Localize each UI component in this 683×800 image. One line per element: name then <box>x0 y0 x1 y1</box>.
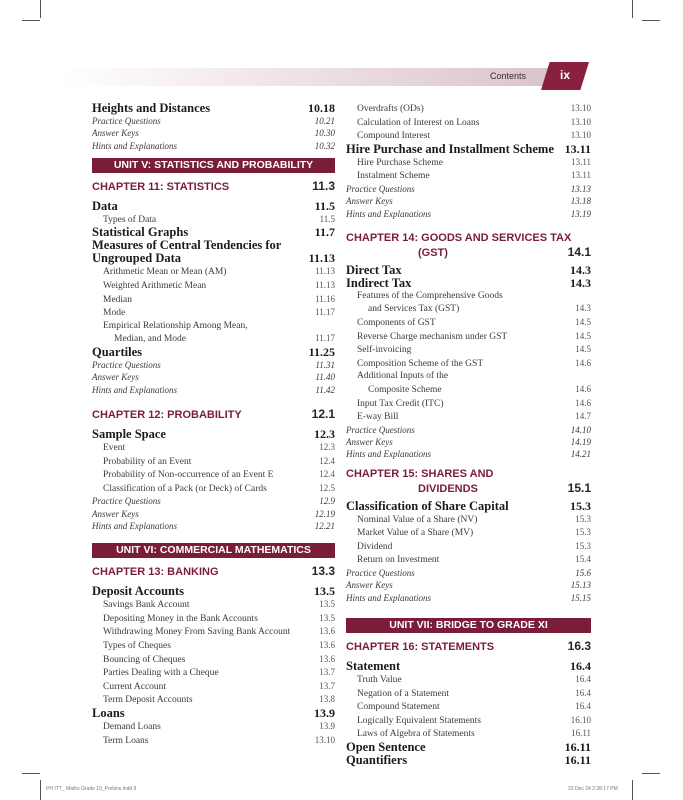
crop-mark <box>40 780 41 800</box>
unit-banner: UNIT VI: COMMERCIAL MATHEMATICS <box>92 543 335 558</box>
toc-section: Measures of Central Tendencies for <box>92 238 282 253</box>
toc-item[interactable]: Answer Keys 13.18 <box>346 196 591 207</box>
toc-subsection[interactable]: Median 11.16 <box>103 293 335 305</box>
toc-subsection[interactable]: Market Value of a Share (MV) 15.3 <box>357 527 591 539</box>
unit-banner: UNIT V: STATISTICS AND PROBABILITY <box>92 158 335 173</box>
toc-subsection[interactable]: Calculation of Interest on Loans 13.10 <box>357 116 591 128</box>
toc-subsection[interactable]: and Services Tax (GST) 14.3 <box>368 303 591 315</box>
toc-subsection[interactable]: Types of Data 11.5 <box>103 213 335 225</box>
toc-subsection[interactable]: Median, and Mode 11.17 <box>114 333 335 345</box>
toc-item[interactable]: Answer Keys 12.19 <box>92 508 335 519</box>
toc-item[interactable]: Practice Questions 15.6 <box>346 568 591 579</box>
chapter-heading[interactable]: CHAPTER 11: STATISTICS 11.3 <box>92 178 335 193</box>
toc-subsection[interactable]: Classification of a Pack (or Deck) of Cards 12.5 <box>103 482 335 494</box>
footer-slug-left: PH ITT_ Maths Grade 10_Prelims.indd 9 <box>46 786 137 792</box>
crop-mark <box>40 0 41 18</box>
toc-section[interactable]: Statistical Graphs 11.7 <box>92 225 335 240</box>
toc-subsection[interactable]: Event 12.3 <box>103 441 335 453</box>
toc-section[interactable]: Heights and Distances 10.18 <box>92 101 335 115</box>
crop-mark <box>632 0 633 18</box>
toc-subsection[interactable]: Truth Value 16.4 <box>357 673 591 685</box>
toc-subsection[interactable]: Mode 11.17 <box>103 307 335 319</box>
chapter-heading[interactable]: CHAPTER 15: SHARES AND DIVIDENDS 15.1 <box>346 467 591 495</box>
toc-subsection[interactable]: Negation of a Statement 16.4 <box>357 687 591 699</box>
toc-section[interactable]: Classification of Share Capital 15.3 <box>346 498 591 513</box>
toc-subsection[interactable]: Nominal Value of a Share (NV) 15.3 <box>357 513 591 525</box>
toc-item[interactable]: Answer Keys 15.13 <box>346 580 591 591</box>
toc-item[interactable]: Hints and Explanations 10.32 <box>92 140 335 151</box>
toc-subsection: Additional Inputs of the <box>357 371 449 382</box>
toc-item[interactable]: Hints and Explanations 14.21 <box>346 449 591 460</box>
unit-banner: UNIT VII: BRIDGE TO GRADE XI <box>346 618 591 633</box>
chapter-heading[interactable]: CHAPTER 12: PROBABILITY 12.1 <box>92 406 335 421</box>
toc-subsection[interactable]: Laws of Algebra of Statements 16.11 <box>357 728 591 740</box>
toc-item[interactable]: Practice Questions 13.13 <box>346 183 591 194</box>
toc-subsection[interactable]: Term Loans 13.10 <box>103 734 335 746</box>
crop-mark <box>642 20 660 21</box>
toc-left-column <box>92 102 335 747</box>
toc-item[interactable]: Practice Questions 10.21 <box>92 116 335 126</box>
toc-subsection[interactable]: E-way Bill 14.7 <box>357 411 591 423</box>
toc-subsection[interactable]: Term Deposit Accounts 13.8 <box>103 694 335 706</box>
chapter-heading[interactable]: CHAPTER 16: STATEMENTS 16.3 <box>346 638 591 653</box>
toc-section[interactable]: Loans 13.9 <box>92 705 335 720</box>
toc-section[interactable]: Quantifiers 16.11 <box>346 752 591 767</box>
toc-subsection[interactable]: Compound Statement 16.4 <box>357 701 591 713</box>
toc-subsection[interactable]: Logically Equivalent Statements 16.10 <box>357 714 591 726</box>
toc-subsection[interactable]: Input Tax Credit (ITC) 14.6 <box>357 397 591 409</box>
toc-section[interactable]: Deposit Accounts 13.5 <box>92 584 335 599</box>
toc-subsection[interactable]: Bouncing of Cheques 13.6 <box>103 653 335 665</box>
toc-item[interactable]: Practice Questions 11.31 <box>92 360 335 371</box>
toc-subsection[interactable]: Components of GST 14.5 <box>357 317 591 329</box>
toc-item[interactable]: Answer Keys 10.30 <box>92 128 335 139</box>
toc-section[interactable]: Quartiles 11.25 <box>92 345 335 360</box>
toc-section[interactable]: Hire Purchase and Installment Scheme 13.11 <box>346 141 591 156</box>
toc-section[interactable]: Statement 16.4 <box>346 658 591 673</box>
toc-item[interactable]: Hints and Explanations 11.42 <box>92 384 335 395</box>
toc-subsection[interactable]: Parties Dealing with a Cheque 13.7 <box>103 667 335 679</box>
toc-subsection[interactable]: Self-invoicing 14.5 <box>357 344 591 356</box>
toc-right-column <box>346 102 591 767</box>
toc-subsection[interactable]: Reverse Charge mechanism under GST 14.5 <box>357 330 591 342</box>
toc-section[interactable]: Open Sentence 16.11 <box>346 739 591 754</box>
toc-item[interactable]: Answer Keys 11.40 <box>92 372 335 383</box>
chapter-heading[interactable]: CHAPTER 13: BANKING 13.3 <box>92 564 335 579</box>
toc-subsection[interactable]: Current Account 13.7 <box>103 680 335 692</box>
toc-subsection[interactable]: Dividend 15.3 <box>357 540 591 552</box>
toc-item[interactable]: Hints and Explanations 12.21 <box>92 520 335 531</box>
toc-subsection[interactable]: Depositing Money in the Bank Accounts 13.5 <box>103 612 335 624</box>
toc-section[interactable]: Indirect Tax 14.3 <box>346 275 591 290</box>
crop-mark <box>22 20 40 21</box>
toc-section[interactable]: Ungrouped Data 11.13 <box>92 251 335 266</box>
toc-subsection[interactable]: Weighted Arithmetic Mean 11.13 <box>103 280 335 292</box>
toc-subsection[interactable]: Composite Scheme 14.6 <box>368 384 591 396</box>
page-number: ix <box>559 68 570 82</box>
toc-section[interactable]: Direct Tax 14.3 <box>346 262 591 277</box>
toc-subsection[interactable]: Demand Loans 13.9 <box>103 720 335 732</box>
toc-subsection[interactable]: Probability of an Event 12.4 <box>103 455 335 467</box>
toc-section[interactable]: Sample Space 12.3 <box>92 426 335 441</box>
crop-mark <box>642 773 660 774</box>
header-band <box>60 68 560 86</box>
footer-slug-right: 23 Dec 24 2:28:17 PM <box>568 786 618 792</box>
toc-subsection[interactable]: Withdrawing Money From Saving Bank Account 13.6 <box>103 626 335 638</box>
toc-subsection[interactable]: Probability of Non-occurrence of an Event E 12.4 <box>103 469 335 481</box>
toc-subsection[interactable]: Types of Cheques 13.6 <box>103 639 335 651</box>
toc-subsection[interactable]: Arithmetic Mean or Mean (AM) 11.13 <box>103 266 335 278</box>
toc-item[interactable]: Hints and Explanations 13.19 <box>346 208 591 219</box>
crop-mark <box>632 780 633 800</box>
crop-mark <box>22 773 40 774</box>
chapter-heading[interactable]: CHAPTER 14: GOODS AND SERVICES TAX (GST) 14.1 <box>346 231 591 259</box>
toc-subsection[interactable]: Instalment Scheme 13.11 <box>357 170 591 182</box>
toc-item[interactable]: Practice Questions 12.9 <box>92 496 335 507</box>
toc-item[interactable]: Hints and Explanations 15.15 <box>346 592 591 603</box>
toc-subsection[interactable]: Return on Investment 15.4 <box>357 554 591 566</box>
toc-subsection[interactable]: Compound Interest 13.10 <box>357 130 591 142</box>
toc-subsection[interactable]: Savings Bank Account 13.5 <box>103 599 335 611</box>
toc-subsection: Features of the Comprehensive Goods <box>357 290 503 301</box>
toc-subsection[interactable]: Overdrafts (ODs) 13.10 <box>357 103 591 114</box>
toc-subsection[interactable]: Hire Purchase Scheme 13.11 <box>357 156 591 168</box>
toc-subsection: Empirical Relationship Among Mean, <box>103 320 248 331</box>
toc-item[interactable]: Answer Keys 14.19 <box>346 437 591 448</box>
toc-section[interactable]: Data 11.5 <box>92 198 335 213</box>
toc-item[interactable]: Practice Questions 14.10 <box>346 424 591 435</box>
toc-subsection[interactable]: Composition Scheme of the GST 14.6 <box>357 357 591 369</box>
header-label: Contents <box>490 71 527 81</box>
